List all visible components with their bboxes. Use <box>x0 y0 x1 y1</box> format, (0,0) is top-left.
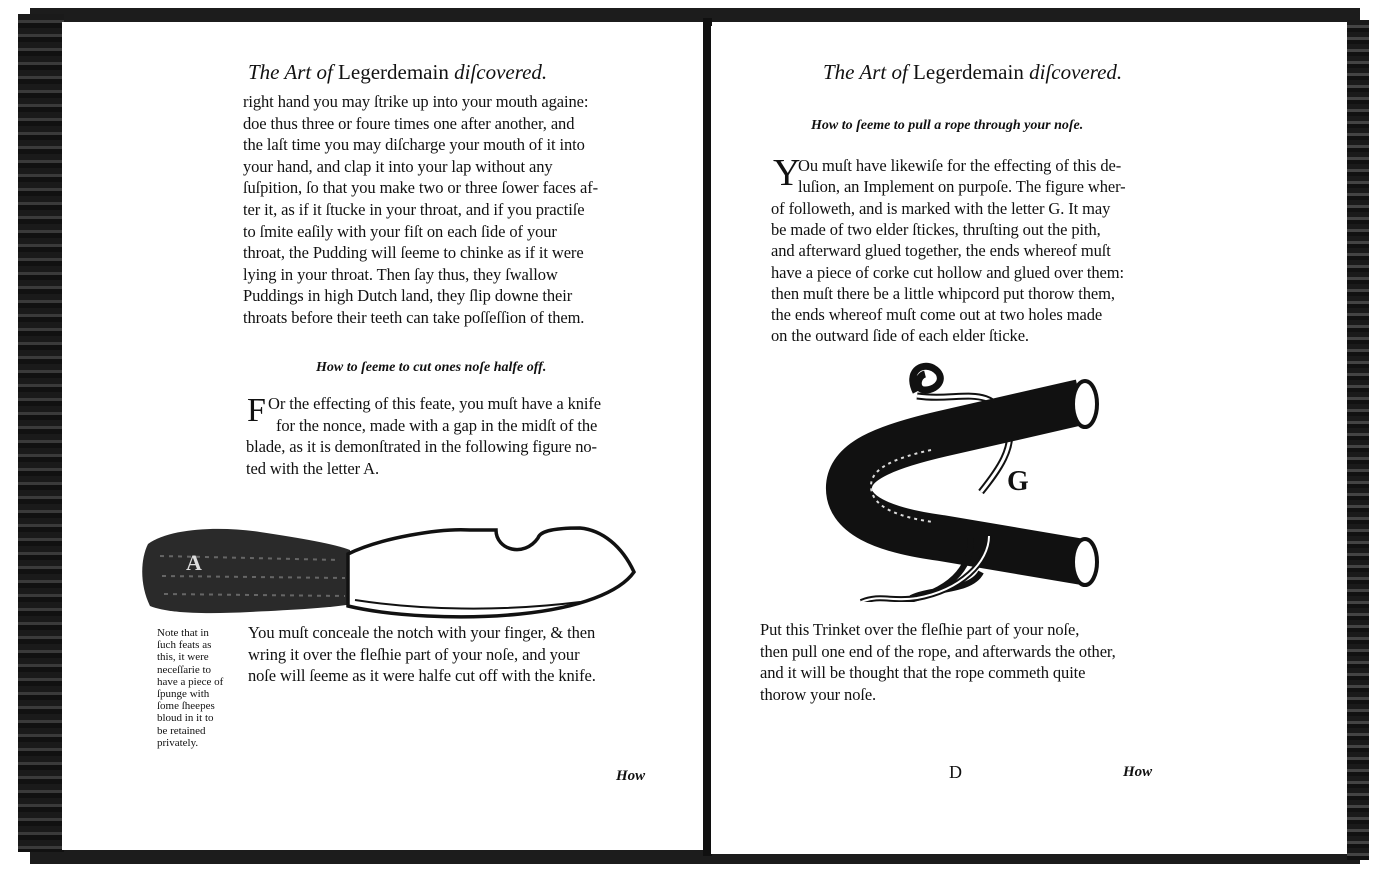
text-line: on the outward ſide of each elder ſticke. <box>771 326 1029 346</box>
text-line: You muſt conceale the notch with your finger, & then <box>248 623 596 642</box>
knife-blade <box>348 528 634 617</box>
running-head-prefix: The Art of <box>823 60 908 84</box>
left-catchword: How <box>616 768 646 784</box>
text-line: to ſmite eaſily with your fiſt on each ſide of your <box>243 221 557 241</box>
text-line: for the nonce, made with a gap in the midſt of the <box>276 415 598 435</box>
text-line: your hand, and clap it into your lap without any <box>243 156 553 176</box>
running-head-suffix: diſcovered. <box>1029 60 1123 84</box>
right-running-head <box>823 60 1122 85</box>
text-line: throats before their teeth can take poſſeſſion of them. <box>243 308 585 327</box>
running-head-main: Legerdemain <box>913 60 1024 84</box>
text-line: noſe will ſeeme as it were halfe cut off with the knife. <box>248 666 596 685</box>
marginal-note-line: bloud in it to <box>157 712 214 725</box>
marginal-note-line: have a piece of <box>157 675 224 688</box>
right-catchword: How <box>1123 764 1153 780</box>
right-dropcap: Y <box>773 152 801 194</box>
text-line: right hand you may ſtrike up into your mouth againe: <box>243 92 589 111</box>
right-page <box>711 26 1347 854</box>
text-line: Put this Trinket over the fleſhie part of your noſe, <box>760 620 1080 639</box>
stick-end-upper <box>1073 381 1097 427</box>
text-line: be made of two elder ſtickes, thruſting out the pith, <box>771 219 1101 239</box>
running-head-main: Legerdemain <box>338 60 449 84</box>
text-line: then muſt there be a little whipcord put thorow them, <box>771 283 1115 303</box>
text-line: Puddings in high Dutch land, they ſlip downe their <box>243 286 573 306</box>
text-line: ter it, as if it ſtucke in your throat, and if you practiſe <box>243 200 585 219</box>
text-line: luſion, an Implement on purpoſe. The figure wher- <box>798 177 1126 197</box>
marginal-note-line: ſuch feats as <box>157 639 212 652</box>
marginal-note-line: this, it were <box>157 651 209 664</box>
signature-mark: D <box>949 762 962 782</box>
text-line: the laſt time you may diſcharge your mouth of it into <box>243 135 585 155</box>
marginal-note-line: privately. <box>157 736 199 749</box>
book-right-cover-edge <box>1347 20 1369 860</box>
text-line: thorow your noſe. <box>760 684 877 704</box>
rope-top-loop <box>913 366 941 392</box>
marginal-note-line: ſpunge with <box>157 688 210 700</box>
text-line: and afterward glued together, the ends whereof muſt <box>771 241 1111 261</box>
text-line: then pull one end of the rope, and afterwards the other, <box>760 641 1116 661</box>
running-head-prefix: The Art of <box>248 60 333 84</box>
text-line: Ou muſt have likewiſe for the effecting of this de- <box>798 156 1122 175</box>
text-line: and it will be thought that the rope commeth quite <box>760 663 1086 682</box>
knife-figure-letter: A <box>186 550 202 575</box>
handle-hook <box>180 524 194 530</box>
text-line: have a piece of corke cut hollow and glued over them: <box>771 262 1124 282</box>
text-line: ted with the letter A. <box>246 458 379 478</box>
running-head-suffix: diſcovered. <box>454 60 548 84</box>
text-line: Or the effecting of this feate, you muſt have a knife <box>268 394 601 413</box>
left-dropcap: F <box>247 392 266 429</box>
book-left-cover-edge <box>18 14 64 852</box>
text-line: throat, the Pudding will ſeeme to chinke as if it were <box>243 243 584 263</box>
implement-figure-letter: G <box>1007 466 1029 497</box>
left-page <box>62 22 704 850</box>
marginal-note-line: be retained <box>157 724 206 737</box>
marginal-note-line: Note that in <box>157 627 209 639</box>
knife-handle <box>142 529 352 613</box>
left-running-head <box>248 60 547 85</box>
text-line: of followeth, and is marked with the letter G. It may <box>771 198 1111 218</box>
left-subhead: How to ſeeme to cut ones noſe halfe off. <box>316 360 547 375</box>
implement-figure <box>821 362 1111 602</box>
text-line: wring it over the fleſhie part of your noſe, and your <box>248 644 580 664</box>
knife-figure <box>140 516 642 628</box>
book-top-edge <box>30 8 1360 22</box>
text-line: blade, as it is demonſtrated in the following figure no- <box>246 437 597 456</box>
text-line: lying in your throat. Then ſay thus, they ſwallow <box>243 264 558 284</box>
right-subhead: How to ſeeme to pull a rope through your noſe. <box>811 118 1084 133</box>
text-line: the ends whereof muſt come out at two holes made <box>771 305 1103 325</box>
stick-end-lower <box>1073 539 1097 585</box>
elder-sticks-body <box>849 402 1083 562</box>
text-line: doe thus three or foure times one after another, and <box>243 113 575 133</box>
marginal-note-line: neceſſarie to <box>157 663 212 676</box>
text-line: ſuſpition, ſo that you make two or three ſower faces af- <box>243 178 598 198</box>
marginal-note-line: ſome ſheepes <box>157 700 215 713</box>
